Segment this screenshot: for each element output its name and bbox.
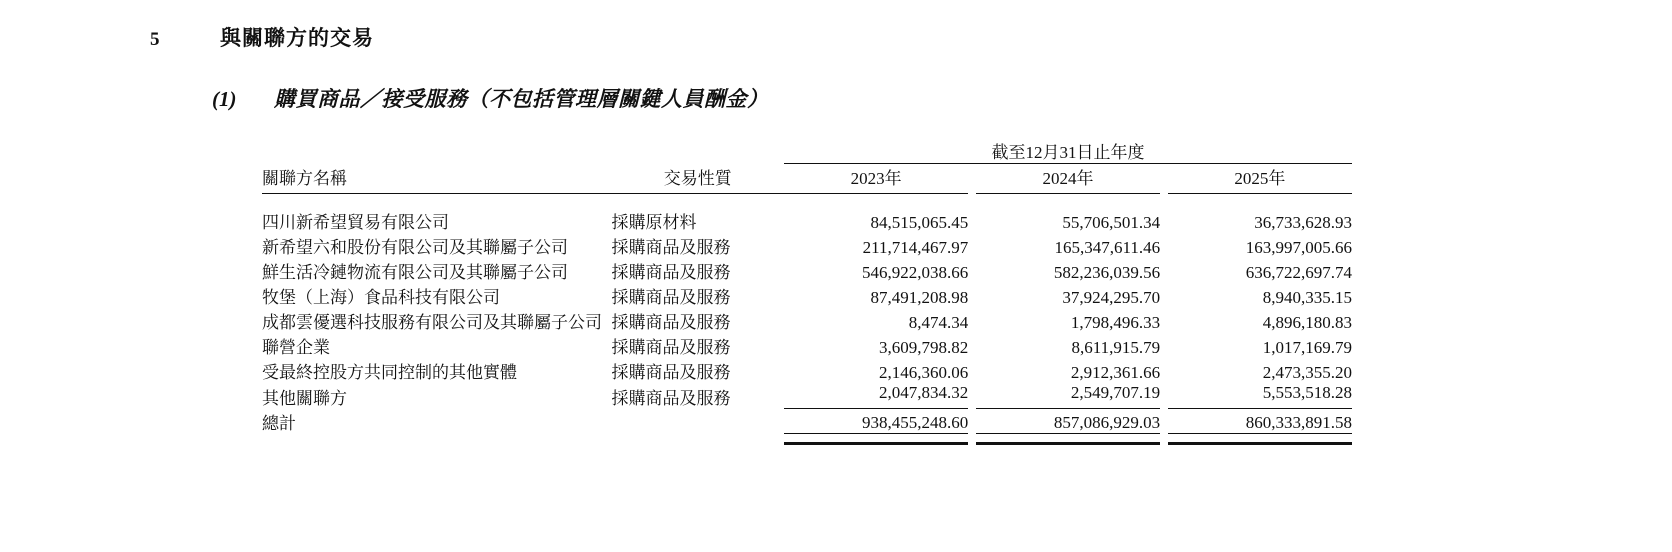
table-total-row <box>262 409 1352 434</box>
row-value-2024: 2,912,361.66 <box>1070 363 1161 382</box>
spacer-cell <box>1160 283 1168 308</box>
spacer-cell <box>968 283 976 308</box>
row-value-2025: 1,017,169.79 <box>1262 338 1352 357</box>
double-rule-2025 <box>1168 437 1352 444</box>
spacer-cell <box>1160 208 1168 233</box>
table-row <box>262 208 1352 233</box>
row-party-name: 牧堡（上海）食品科技有限公司 <box>262 288 500 307</box>
spacer-cell <box>1160 358 1168 383</box>
row-value-2025: 163,997,005.66 <box>1245 238 1352 257</box>
empty-cell <box>612 437 784 444</box>
spacer-cell <box>968 164 976 194</box>
row-value-2023: 87,491,208.98 <box>870 288 969 307</box>
table-row <box>262 283 1352 308</box>
row-nature: 採購商品及服務 <box>611 363 731 382</box>
subsection-title: 購買商品／接受服務（不包括管理層關鍵人員酬金） <box>274 87 769 111</box>
row-value-2024: 8,611,915.79 <box>1071 338 1161 357</box>
table-row <box>262 333 1352 358</box>
total-label: 總計 <box>262 413 296 433</box>
row-value-2024: 2,549,707.19 <box>976 383 1160 409</box>
empty-cell <box>612 409 784 434</box>
row-value-2024: 37,924,295.70 <box>1062 288 1161 307</box>
header-transaction-nature: 交易性質 <box>612 164 784 194</box>
row-value-2023: 3,609,798.82 <box>878 338 969 357</box>
row-nature: 採購商品及服務 <box>611 388 731 408</box>
empty-cell <box>262 138 612 164</box>
spacer-cell <box>1160 409 1168 434</box>
row-value-2023: 8,474.34 <box>908 313 969 332</box>
spacer-cell <box>1160 383 1168 409</box>
spacer-cell <box>968 208 976 233</box>
spacer-cell <box>1160 258 1168 283</box>
header-year-2023: 2023年 <box>784 164 968 194</box>
row-party-name: 成都雲優選科技服務有限公司及其聯屬子公司 <box>262 313 602 332</box>
subsection-heading <box>212 83 769 113</box>
spacer-cell <box>968 358 976 383</box>
double-rule-2023 <box>784 437 968 444</box>
spacer-cell <box>1160 233 1168 258</box>
row-party-name: 受最終控股方共同控制的其他實體 <box>262 363 517 382</box>
header-year-2024: 2024年 <box>976 164 1160 194</box>
section-title: 與關聯方的交易 <box>220 26 374 50</box>
spacer-cell <box>968 409 976 434</box>
row-value-2023: 211,714,467.97 <box>862 238 969 257</box>
row-value-2024: 582,236,039.56 <box>1053 263 1161 282</box>
row-value-2023: 2,146,360.06 <box>878 363 969 382</box>
row-nature: 採購商品及服務 <box>611 313 731 332</box>
header-party-name: 關聯方名稱 <box>262 164 612 194</box>
row-nature: 採購商品及服務 <box>611 338 731 357</box>
row-nature: 採購商品及服務 <box>611 288 731 307</box>
section-number: 5 <box>150 29 160 50</box>
spacer-cell <box>1160 333 1168 358</box>
spacer-cell <box>968 233 976 258</box>
spacer-cell <box>1160 164 1168 194</box>
row-value-2025: 4,896,180.83 <box>1262 313 1352 332</box>
row-value-2023: 2,047,834.32 <box>784 383 968 409</box>
table-row <box>262 358 1352 383</box>
row-party-name: 新希望六和股份有限公司及其聯屬子公司 <box>262 238 568 257</box>
spacer-cell <box>1160 308 1168 333</box>
spacer-cell <box>968 308 976 333</box>
total-value-2023: 938,455,248.60 <box>784 409 968 434</box>
table-row <box>262 383 1352 409</box>
subsection-number: (1) <box>212 87 237 111</box>
row-party-name: 四川新希望貿易有限公司 <box>262 213 449 232</box>
section-heading <box>150 22 374 52</box>
row-party-name: 其他關聯方 <box>262 388 347 408</box>
spacer-cell <box>968 437 976 444</box>
spacer-cell <box>968 333 976 358</box>
double-rule-2024 <box>976 437 1160 444</box>
spacer-cell <box>968 258 976 283</box>
period-header: 截至12月31日止年度 <box>784 138 1352 164</box>
row-nature: 採購原材料 <box>611 213 697 232</box>
total-value-2025: 860,333,891.58 <box>1168 409 1352 434</box>
row-value-2023: 84,515,065.45 <box>870 213 969 232</box>
row-party-name: 鮮生活冷鏈物流有限公司及其聯屬子公司 <box>262 263 568 282</box>
spacer-cell <box>968 383 976 409</box>
row-nature: 採購商品及服務 <box>611 263 731 282</box>
row-nature: 採購商品及服務 <box>611 238 731 257</box>
table-row <box>262 308 1352 333</box>
header-year-2025: 2025年 <box>1168 164 1352 194</box>
spacer-row <box>262 194 1352 209</box>
row-value-2025: 8,940,335.15 <box>1262 288 1352 307</box>
row-value-2023: 546,922,038.66 <box>861 263 969 282</box>
spacer-cell <box>1160 437 1168 444</box>
empty-cell <box>612 138 784 164</box>
total-value-2024: 857,086,929.03 <box>976 409 1160 434</box>
table-header-row <box>262 164 1352 194</box>
row-value-2025: 5,553,518.28 <box>1168 383 1352 409</box>
row-value-2025: 36,733,628.93 <box>1254 213 1352 232</box>
row-value-2024: 1,798,496.33 <box>1070 313 1161 332</box>
row-party-name: 聯營企業 <box>262 338 330 357</box>
table-span-header-row <box>262 138 1352 164</box>
row-value-2025: 2,473,355.20 <box>1262 363 1352 382</box>
empty-cell <box>262 437 612 444</box>
related-party-transactions-table <box>262 138 1352 445</box>
row-value-2025: 636,722,697.74 <box>1245 263 1352 282</box>
row-value-2024: 165,347,611.46 <box>1054 238 1161 257</box>
spacer-cell <box>262 194 1352 209</box>
table-row <box>262 233 1352 258</box>
total-double-rule-row <box>262 437 1352 444</box>
table-row <box>262 258 1352 283</box>
row-value-2024: 55,706,501.34 <box>1062 213 1161 232</box>
